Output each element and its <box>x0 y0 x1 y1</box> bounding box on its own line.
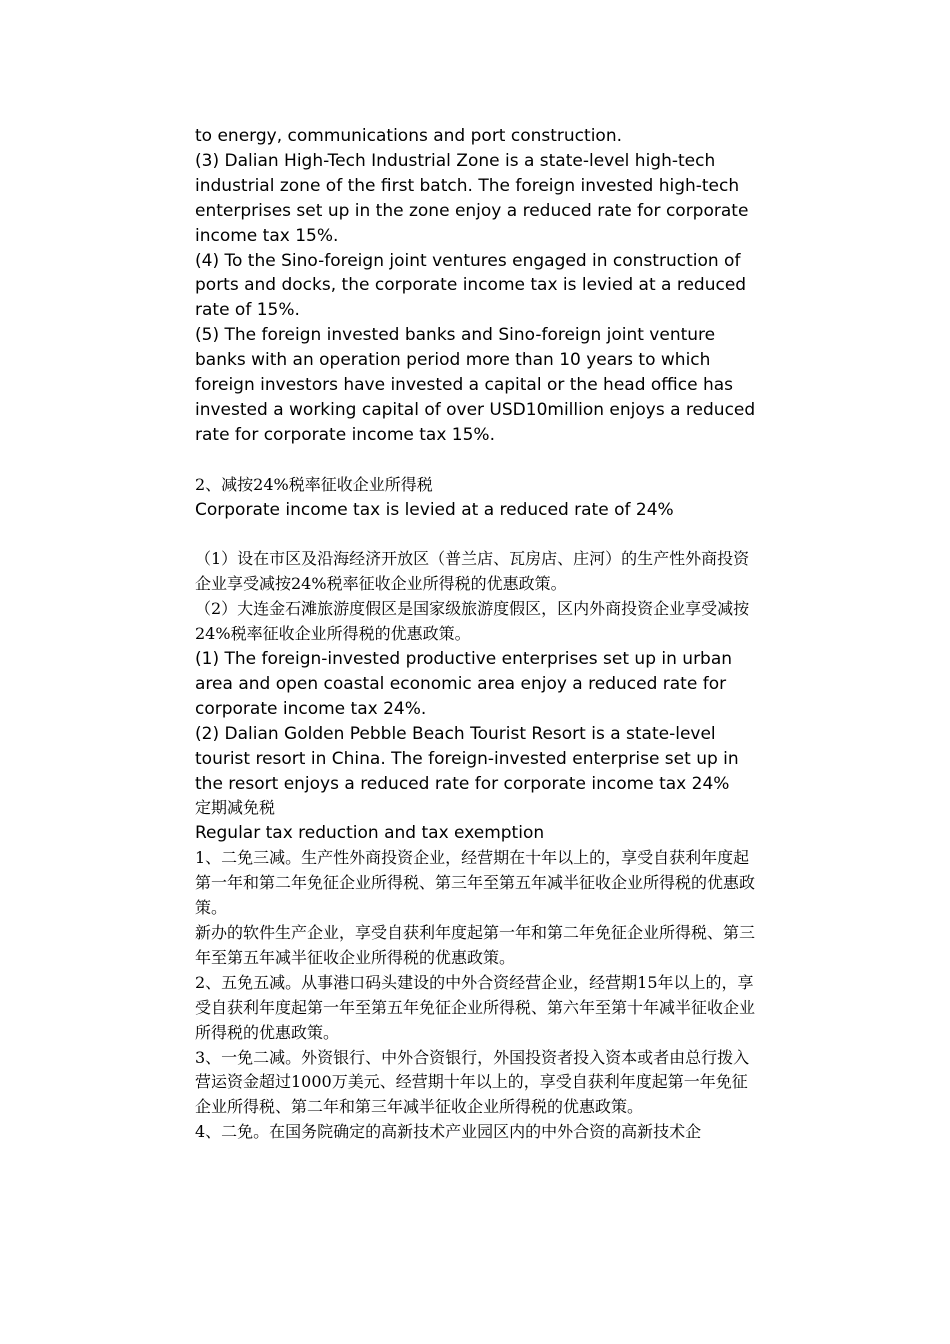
paragraph-two-exempt-three-reduce: 1、二免三减。生产性外商投资企业，经营期在十年以上的，享受自获利年度起第一年和第二年免征企业所得税、第三年至第五年减半征收企业所得税的优惠政策。 <box>195 848 756 918</box>
paragraph-golden-pebble-en: (2) Dalian Golden Pebble Beach Tourist Resort is a state-level tourist resort in China. The foreign-invested enterprise set up in the resort enjoys a reduced rate for corporate income tax 24% <box>195 723 739 794</box>
paragraph-urban-coastal-cn: （1）设在市区及沿海经济开放区（普兰店、瓦房店、庄河）的生产性外商投资企业享受减按24%税率征收企业所得税的优惠政策。 <box>195 549 750 594</box>
paragraph-urban-coastal-en: (1) The foreign-invested productive enterprises set up in urban area and open coastal economic area enjoy a reduced rate for corporate income tax 24%. <box>195 649 733 719</box>
blank-line <box>195 522 760 547</box>
paragraph-golden-pebble-cn: （2）大连金石滩旅游度假区是国家级旅游度假区，区内外商投资企业享受减按24%税率征收企业所得税的优惠政策。 <box>195 599 750 644</box>
paragraph-ports-docks: (4) To the Sino-foreign joint ventures engaged in construction of ports and docks, the corporate income tax is levied at a reduced rate of 15%. <box>195 250 747 321</box>
document-page <box>195 124 760 1145</box>
paragraph-five-exempt-five-reduce: 2、五免五减。从事港口码头建设的中外合资经营企业，经营期15年以上的，享受自获利年度起第一年至第五年免征企业所得税、第六年至第十年减半征收企业所得税的优惠政策。 <box>195 972 756 1042</box>
paragraph-energy-port: to energy, communications and port construction. <box>195 126 623 146</box>
paragraph-software-enterprises: 新办的软件生产企业，享受自获利年度起第一年和第二年免征企业所得税、第三年至第五年减半征收企业所得税的优惠政策。 <box>195 922 756 967</box>
heading-regular-reduction-cn: 定期减免税 <box>195 798 276 818</box>
paragraph-hightech-zone: (3) Dalian High-Tech Industrial Zone is a state-level high-tech industrial zone of the first batch. The foreign invested high-tech enterprises set up in the zone enjoy a reduced rate for corporate income tax 15%. <box>195 150 749 246</box>
blank-line <box>195 448 760 473</box>
paragraph-one-exempt-two-reduce: 3、一免二减。外资银行、中外合资银行，外国投资者投入资本或者由总行拨入营运资金超过1000万美元、经营期十年以上的，享受自获利年度起第一年免征企业所得税、第二年和第三年减半征收企业所得税的优惠政策。 <box>195 1047 750 1117</box>
heading-regular-reduction-en: Regular tax reduction and tax exemption <box>195 823 545 844</box>
heading-24-percent-en: Corporate income tax is levied at a reduced rate of 24% <box>195 499 674 520</box>
paragraph-two-exempt: 4、二免。在国务院确定的高新技术产业园区内的中外合资的高新技术企 <box>195 1122 702 1142</box>
heading-24-percent-cn: 2、减按24%税率征收企业所得税 <box>195 474 433 494</box>
paragraph-foreign-banks: (5) The foreign invested banks and Sino-foreign joint venture banks with an operation period more than 10 years to which foreign investors have invested a capital or the head office has invested a working capital of over USD10million enjoys a reduced rate for corporate income tax 15%. <box>195 325 756 445</box>
